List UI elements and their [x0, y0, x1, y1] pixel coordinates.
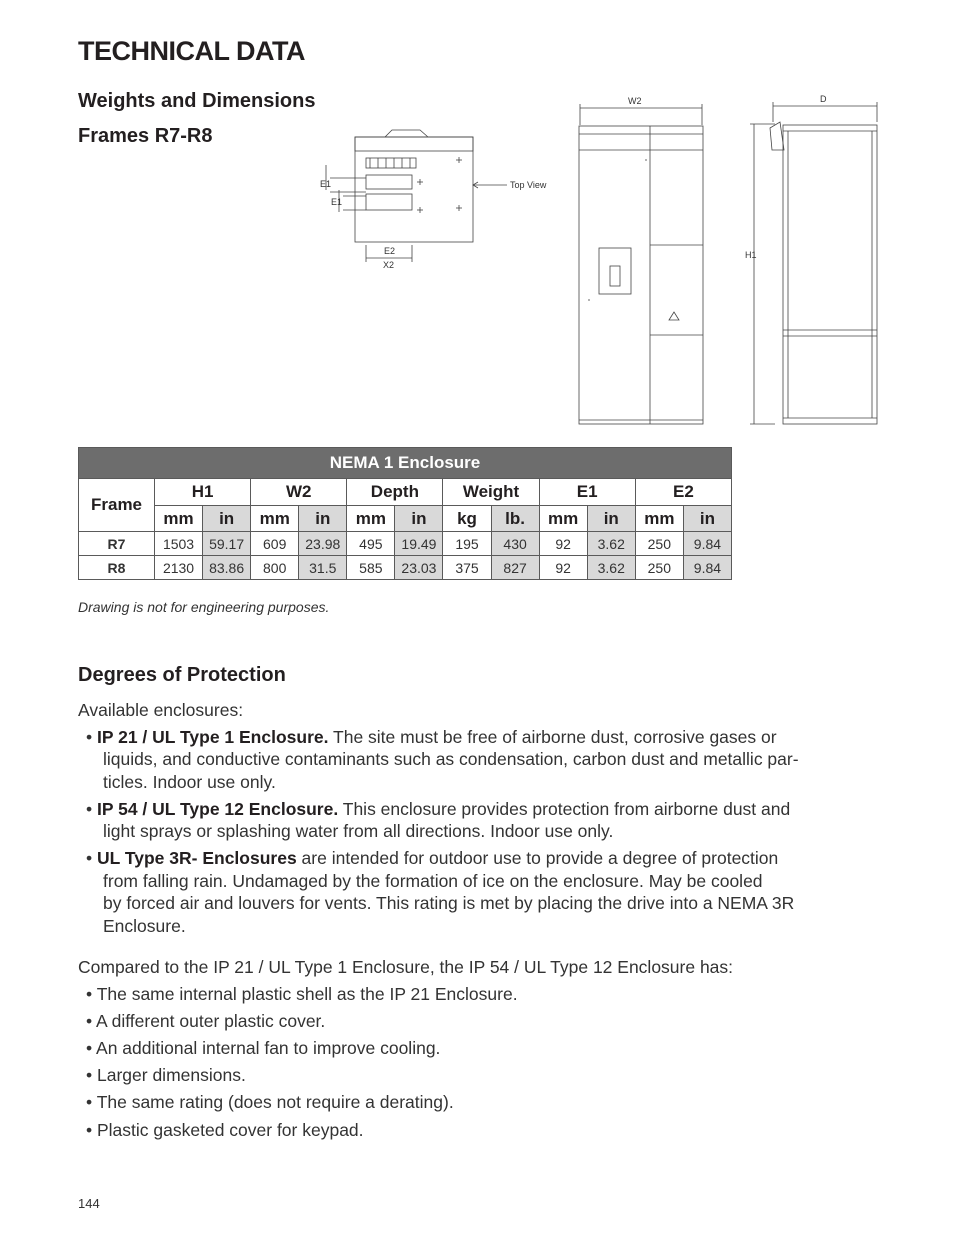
page-title: TECHNICAL DATA — [78, 36, 305, 66]
enclosure-text: are intended for outdoor use to provide a degree of protection — [296, 848, 779, 868]
unit-header: mm — [155, 506, 203, 532]
section-subheading-frames: Frames R7-R8 — [78, 125, 213, 147]
group-header: Depth — [347, 479, 443, 506]
label-w2: W2 — [628, 96, 642, 106]
label-e1-inner: E1 — [331, 197, 343, 207]
unit-header: in — [587, 506, 635, 532]
table-row — [79, 556, 732, 580]
drawing-note: Drawing is not for engineering purposes. — [78, 599, 330, 615]
table-cell: 800 — [251, 556, 299, 580]
enclosure-name: IP 54 / UL Type 12 Enclosure. — [97, 799, 339, 819]
table-row — [79, 532, 732, 556]
top-view-drawing — [326, 130, 507, 262]
label-d: D — [820, 94, 827, 104]
table-cell: 495 — [347, 532, 395, 556]
unit-header: lb. — [491, 506, 539, 532]
table-cell: 3.62 — [587, 556, 635, 580]
table-cell: 250 — [635, 532, 683, 556]
table-cell: 9.84 — [683, 556, 731, 580]
label-e1-outer: E1 — [320, 179, 332, 189]
label-e2: E2 — [384, 246, 396, 256]
front-view-drawing — [579, 104, 703, 424]
list-item: • The same rating (does not require a derating). — [86, 1092, 454, 1112]
page-number: 144 — [78, 1196, 100, 1211]
unit-header: mm — [635, 506, 683, 532]
list-item: • The same internal plastic shell as the IP 21 Enclosure. — [86, 984, 518, 1004]
table-cell: 609 — [251, 532, 299, 556]
unit-header: in — [203, 506, 251, 532]
unit-header: kg — [443, 506, 491, 532]
table-cell: 3.62 — [587, 532, 635, 556]
table-cell: 19.49 — [395, 532, 443, 556]
side-view-drawing — [750, 102, 877, 424]
unit-header: mm — [251, 506, 299, 532]
frame-cell: R8 — [79, 556, 155, 580]
enclosure-text: ticles. Indoor use only. — [103, 772, 276, 792]
table-cell: 195 — [443, 532, 491, 556]
frame-cell: R7 — [79, 532, 155, 556]
table-cell: 1503 — [155, 532, 203, 556]
frame-header: Frame — [79, 479, 155, 532]
unit-header: mm — [539, 506, 587, 532]
enclosure-name: UL Type 3R- Enclosures — [97, 848, 297, 868]
table-cell: 83.86 — [203, 556, 251, 580]
enclosure-text: liquids, and conductive contaminants such as condensation, carbon dust and metallic par- — [103, 749, 799, 769]
group-header: W2 — [251, 479, 347, 506]
enclosure-text: from falling rain. Undamaged by the formation of ice on the enclosure. May be cooled — [103, 871, 763, 891]
list-item: • An additional internal fan to improve cooling. — [86, 1038, 441, 1058]
enclosures-intro: Available enclosures: — [78, 700, 244, 720]
group-header: E1 — [539, 479, 635, 506]
label-h1: H1 — [745, 250, 757, 260]
list-item: • IP 54 / UL Type 12 Enclosure. This enclosure provides protection from airborne dust and — [86, 799, 791, 819]
table-cell: 430 — [491, 532, 539, 556]
unit-header: in — [299, 506, 347, 532]
label-x2: X2 — [383, 260, 395, 270]
list-item: • UL Type 3R- Enclosures are intended for outdoor use to provide a degree of protection — [86, 848, 779, 868]
table-cell: 92 — [539, 532, 587, 556]
group-header: Weight — [443, 479, 539, 506]
table-cell: 375 — [443, 556, 491, 580]
group-header: E2 — [635, 479, 731, 506]
enclosure-text: light sprays or splashing water from all directions. Indoor use only. — [103, 821, 614, 841]
dimension-drawings — [0, 0, 954, 440]
section-heading-protection: Degrees of Protection — [78, 664, 286, 686]
table-cell: 250 — [635, 556, 683, 580]
enclosure-text: by forced air and louvers for vents. This rating is met by placing the drive into a NEMA 3R — [103, 893, 795, 913]
label-top-view: Top View — [510, 180, 547, 190]
table-cell: 2130 — [155, 556, 203, 580]
table-cell: 92 — [539, 556, 587, 580]
dimensions-table — [78, 447, 732, 580]
unit-header: in — [395, 506, 443, 532]
section-heading-weights: Weights and Dimensions — [78, 90, 316, 112]
table-cell: 9.84 — [683, 532, 731, 556]
table-caption: NEMA 1 Enclosure — [79, 448, 732, 479]
group-header: H1 — [155, 479, 251, 506]
table-cell: 23.03 — [395, 556, 443, 580]
enclosure-text: The site must be free of airborne dust, corrosive gases or — [328, 727, 777, 747]
list-item: • IP 21 / UL Type 1 Enclosure. The site must be free of airborne dust, corrosive gases or — [86, 727, 777, 747]
table-cell: 585 — [347, 556, 395, 580]
compare-intro: Compared to the IP 21 / UL Type 1 Enclosure, the IP 54 / UL Type 12 Enclosure has: — [78, 957, 734, 977]
table-cell: 827 — [491, 556, 539, 580]
enclosure-name: IP 21 / UL Type 1 Enclosure. — [97, 727, 329, 747]
table-cell: 59.17 — [203, 532, 251, 556]
unit-header: mm — [347, 506, 395, 532]
list-item: • Larger dimensions. — [86, 1065, 246, 1085]
enclosure-text: This enclosure provides protection from airborne dust and — [338, 799, 791, 819]
enclosure-text: Enclosure. — [103, 916, 186, 936]
table-cell: 31.5 — [299, 556, 347, 580]
list-item: • A different outer plastic cover. — [86, 1011, 326, 1031]
list-item: • Plastic gasketed cover for keypad. — [86, 1120, 364, 1140]
table-cell: 23.98 — [299, 532, 347, 556]
unit-header: in — [683, 506, 731, 532]
